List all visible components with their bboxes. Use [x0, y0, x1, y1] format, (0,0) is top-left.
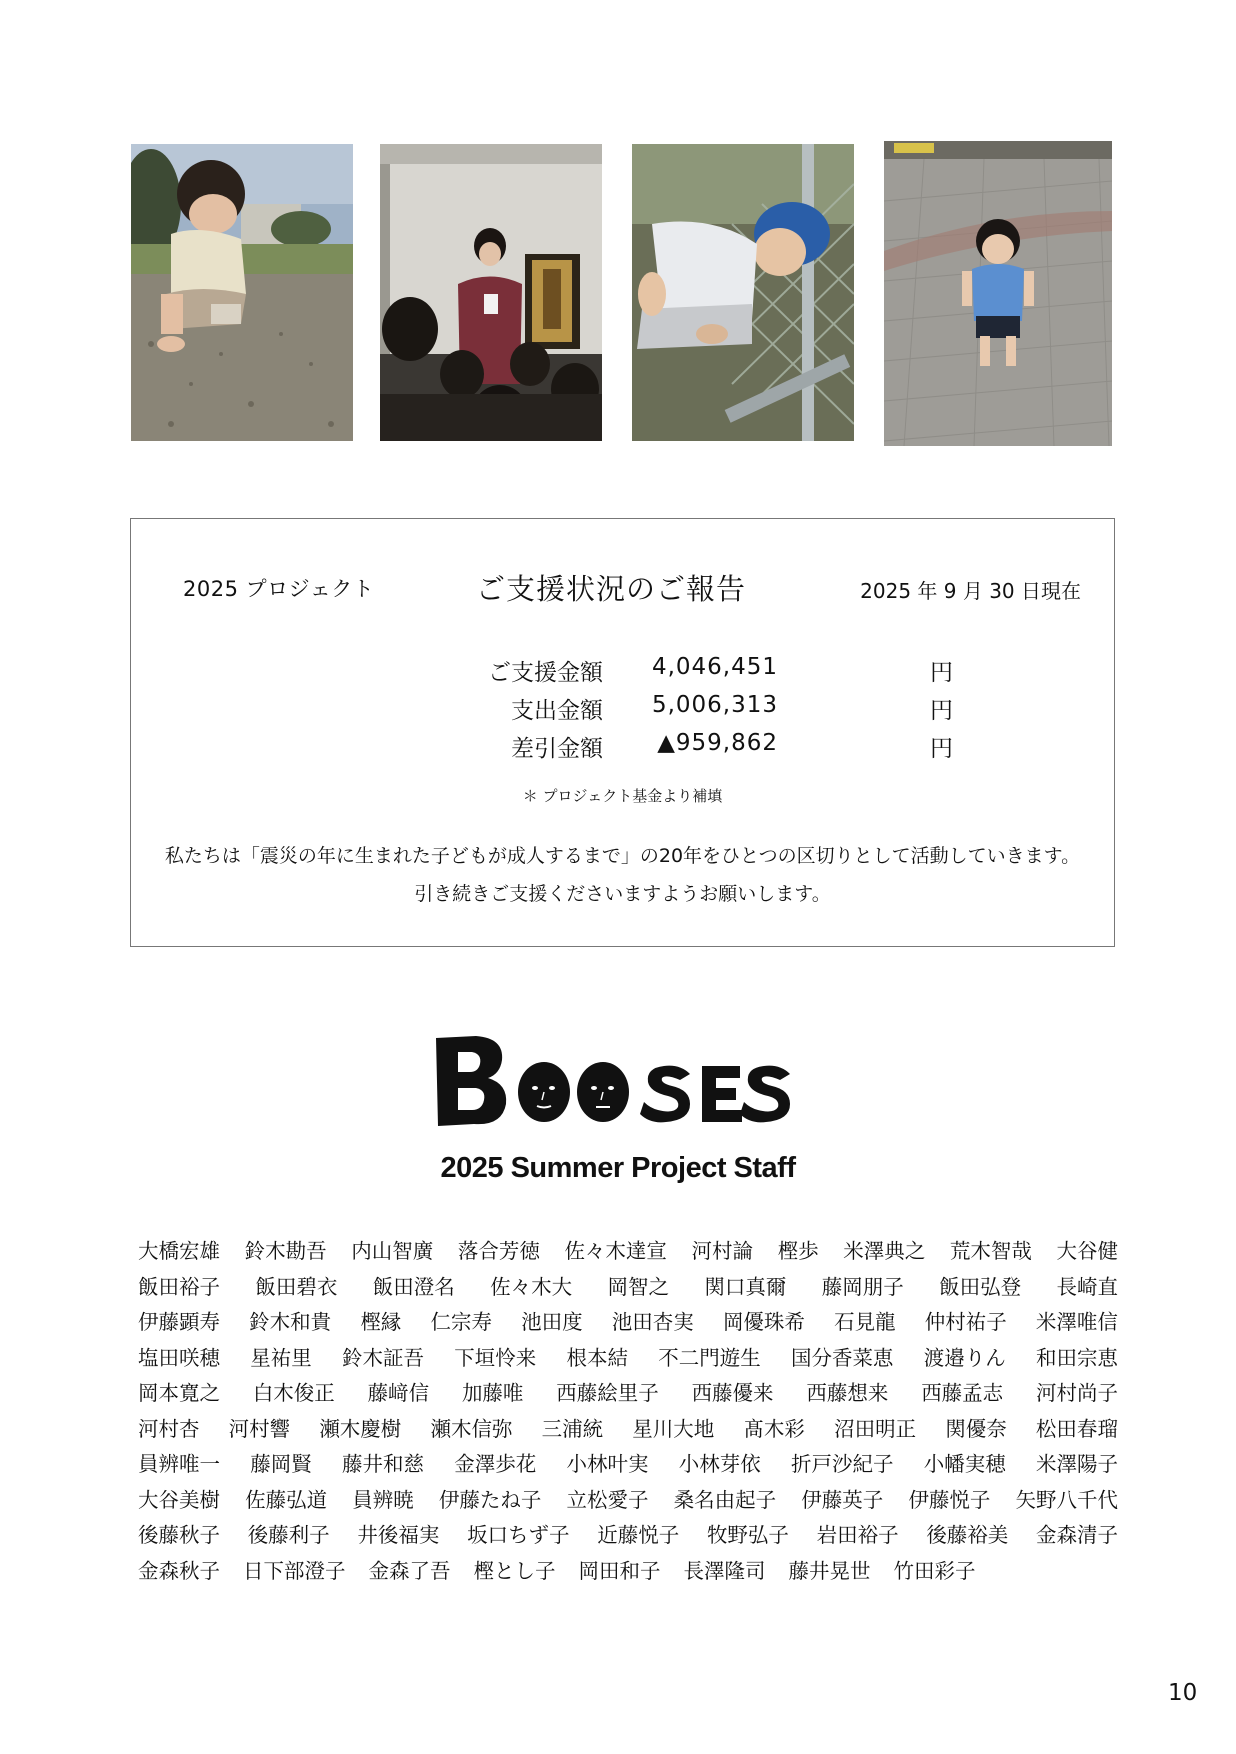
- staff-name: 員辨唯一: [138, 1452, 220, 1476]
- staff-name: 金森秋子: [138, 1558, 220, 1583]
- staff-name: 樫歩: [777, 1239, 819, 1263]
- report-date: 2025 年 9 月 30 日現在: [860, 579, 1081, 603]
- staff-name: 後藤秋子: [138, 1523, 220, 1547]
- staff-name: 飯田碧衣: [255, 1274, 338, 1299]
- staff-name: 大谷美樹: [138, 1487, 220, 1512]
- staff-title: 2025 Summer Project Staff: [440, 1152, 796, 1184]
- staff-name: 近藤悦子: [597, 1523, 680, 1547]
- staff-name: 金澤歩花: [454, 1452, 537, 1476]
- staff-name: 松田春瑠: [1035, 1416, 1118, 1441]
- staff-name: 荒木智哉: [949, 1239, 1032, 1263]
- photo-boy-fence: [632, 144, 854, 441]
- staff-name: 下垣怜来: [454, 1345, 537, 1370]
- amount-unit: 円: [930, 660, 953, 686]
- staff-name: 樫縁: [360, 1310, 402, 1334]
- amounts-table: [483, 654, 953, 768]
- staff-name: 折戸沙紀子: [791, 1452, 894, 1476]
- staff-name: 根本結: [566, 1345, 628, 1370]
- staff-name: 仲村祐子: [924, 1310, 1007, 1334]
- staff-name: 大橋宏雄: [138, 1239, 220, 1263]
- staff-name: 鈴木勘吾: [244, 1239, 327, 1263]
- staff-name: 鈴木和貴: [249, 1310, 332, 1334]
- staff-name: 岡田和子: [578, 1558, 661, 1583]
- staff-name: 日下部澄子: [243, 1558, 346, 1583]
- staff-name: 星川大地: [632, 1416, 715, 1441]
- staff-name: 小林叶実: [566, 1452, 649, 1476]
- staff-name: 藤﨑信: [367, 1381, 430, 1405]
- staff-name: 岡本寛之: [138, 1381, 220, 1405]
- staff-name: 佐々木達宣: [564, 1239, 667, 1263]
- staff-name: 関口真爾: [704, 1274, 787, 1299]
- staff-name: 渡邉りん: [923, 1345, 1006, 1370]
- report-title: ご支援状況のご報告: [476, 572, 747, 606]
- report-note: ＊ プロジェクト基金より補填: [522, 787, 723, 805]
- staff-name: 伊藤顕寿: [138, 1310, 220, 1334]
- report-message-line2: 引き続きご支援くださいますようお願いします。: [414, 883, 831, 905]
- staff-row: [138, 1447, 1118, 1483]
- staff-name: 和田宗恵: [1036, 1345, 1118, 1370]
- staff-name: 髙木彩: [743, 1416, 805, 1441]
- staff-name: 内山智廣: [351, 1239, 434, 1263]
- amount-value: 4,046,451: [651, 654, 778, 680]
- staff-name: 池田杏実: [611, 1310, 694, 1334]
- staff-name: 鈴木証吾: [342, 1345, 424, 1370]
- report-message-line1: 私たちは「震災の年に生まれた子どもが成人するまで」の20年をひとつの区切りとして活動していきます。: [164, 845, 1081, 867]
- staff-name: 河村尚子: [1036, 1381, 1118, 1405]
- staff-name: 米澤典之: [843, 1239, 926, 1263]
- staff-name: 瀬木信弥: [430, 1416, 513, 1441]
- staff-name: 沼田明正: [834, 1416, 917, 1441]
- staff-name: 河村響: [228, 1416, 291, 1441]
- staff-name: 瀬木慶樹: [319, 1416, 402, 1441]
- amount-label: ご支援金額: [488, 660, 603, 686]
- staff-row: [138, 1483, 1118, 1519]
- booses-logo: [436, 1030, 792, 1130]
- staff-name: 西藤絵里子: [556, 1381, 659, 1405]
- staff-name: 藤井晃世: [788, 1558, 871, 1583]
- staff-name: 星祐里: [250, 1345, 312, 1370]
- staff-name: 立松愛子: [566, 1487, 649, 1512]
- photo-child-plaza: [884, 141, 1112, 446]
- staff-name: 小幡実穂: [923, 1452, 1006, 1476]
- photo-child-gravel: [131, 144, 353, 441]
- staff-name: 石見龍: [834, 1310, 896, 1334]
- staff-name: 後藤裕美: [926, 1523, 1009, 1547]
- staff-row: [138, 1412, 1118, 1448]
- staff-name: 藤岡朋子: [821, 1274, 904, 1299]
- staff-name: 長崎直: [1056, 1274, 1118, 1299]
- amount-row-support: [483, 654, 953, 692]
- staff-name: 矢野八千代: [1015, 1487, 1118, 1512]
- report-project-label: 2025 プロジェクト: [183, 577, 375, 601]
- staff-name: 牧野弘子: [706, 1523, 789, 1547]
- staff-name: 国分香菜恵: [791, 1345, 894, 1370]
- staff-name: 西藤孟志: [921, 1381, 1004, 1405]
- staff-name: 不二門遊生: [658, 1345, 761, 1370]
- staff-name: 加藤唯: [461, 1381, 524, 1405]
- staff-name: 白木俊正: [252, 1381, 335, 1405]
- staff-name: 西藤想来: [806, 1381, 889, 1405]
- amount-unit: 円: [930, 736, 953, 762]
- staff-name: 竹田彩子: [893, 1558, 976, 1583]
- staff-names: [138, 1234, 1118, 1589]
- staff-name: 岡優珠希: [722, 1310, 805, 1334]
- staff-name: 米澤陽子: [1036, 1452, 1118, 1476]
- staff-name: 米澤唯信: [1035, 1310, 1118, 1334]
- staff-name: 樫とし子: [473, 1558, 556, 1583]
- staff-name: 西藤優来: [691, 1381, 774, 1405]
- amount-value: 5,006,313: [651, 692, 778, 718]
- staff-name: 仁宗寿: [430, 1310, 492, 1334]
- staff-name: 岩田裕子: [816, 1523, 899, 1547]
- staff-name: 後藤利子: [247, 1523, 330, 1547]
- staff-name: 関優奈: [945, 1416, 1007, 1441]
- staff-name: 井後福実: [357, 1523, 440, 1547]
- staff-name: 飯田弘登: [939, 1274, 1022, 1299]
- staff-row: [138, 1376, 1118, 1412]
- staff-name: 河村杏: [138, 1416, 200, 1441]
- staff-row: [138, 1234, 1118, 1270]
- amount-value: ▲959,862: [657, 730, 778, 756]
- staff-name: 員辨暁: [352, 1487, 414, 1512]
- staff-name: 桑名由起子: [673, 1487, 777, 1512]
- page-number: 10: [1168, 1680, 1198, 1706]
- staff-row: [138, 1341, 1118, 1377]
- staff-name: 飯田澄名: [372, 1274, 455, 1299]
- staff-row: [138, 1305, 1118, 1341]
- staff-name: 飯田裕子: [138, 1274, 220, 1299]
- staff-name: 長澤隆司: [683, 1558, 766, 1583]
- staff-row: [138, 1554, 1118, 1590]
- staff-name: 藤井和慈: [342, 1452, 424, 1476]
- staff-row: [138, 1518, 1118, 1554]
- staff-name: 金森了吾: [368, 1558, 451, 1583]
- photo-speaker-hall: [380, 144, 602, 441]
- staff-name: 岡智之: [607, 1274, 669, 1299]
- amount-label: 支出金額: [511, 698, 603, 724]
- staff-name: 伊藤悦子: [908, 1487, 991, 1512]
- staff-name: 塩田咲穂: [138, 1345, 220, 1370]
- staff-name: 小林芽依: [678, 1452, 761, 1476]
- amount-unit: 円: [930, 698, 953, 724]
- support-report-box: [130, 518, 1115, 947]
- amount-row-balance: [483, 730, 953, 768]
- staff-name: 河村論: [691, 1239, 754, 1263]
- staff-name: 落合芳徳: [457, 1239, 540, 1263]
- staff-name: 伊藤たね子: [438, 1487, 542, 1512]
- staff-name: 伊藤英子: [801, 1487, 884, 1512]
- staff-name: 佐藤弘道: [245, 1487, 328, 1512]
- staff-name: 金森清子: [1036, 1523, 1118, 1547]
- amount-label: 差引金額: [511, 736, 603, 762]
- staff-name: 三浦統: [541, 1416, 604, 1441]
- staff-row: [138, 1270, 1118, 1306]
- staff-name: 池田度: [521, 1310, 583, 1334]
- staff-name: 大谷健: [1056, 1239, 1118, 1263]
- staff-name: 藤岡賢: [250, 1452, 312, 1476]
- staff-name: 佐々木大: [490, 1274, 573, 1299]
- amount-row-expense: [483, 692, 953, 730]
- staff-name: 坂口ちず子: [467, 1523, 570, 1547]
